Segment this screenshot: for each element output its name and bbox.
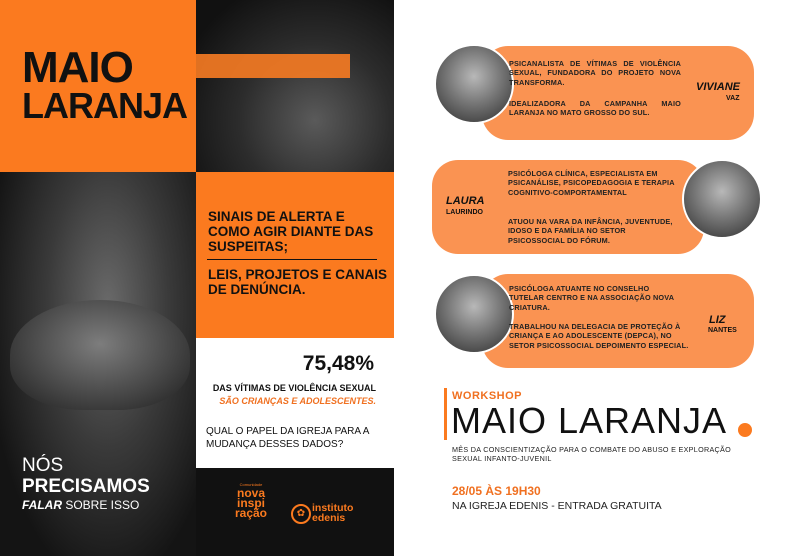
tagline-rest: SOBRE ISSO xyxy=(62,498,140,512)
nova-inspiracao-logo-caption: Comunidade xyxy=(239,482,263,487)
panel-divider xyxy=(207,259,377,260)
alert-signs-text: SINAIS DE ALERTA E COMO AGIR DIANTE DAS SUSPEITAS; xyxy=(208,209,374,254)
speaker-bio: PSICÓLOGA CLÍNICA, ESPECIALISTA EM PSICANÁLISE, PSICOPEDAGOGIA E TERAPIA COGNITIVO-COMPORTAMENTAL xyxy=(508,169,675,197)
workshop-description: MÊS DA CONSCIENTIZAÇÃO PARA O COMBATE DO ABUSO E EXPLORAÇÃO SEXUAL INFANTO-JUVENIL xyxy=(452,445,732,463)
speaker-avatar xyxy=(434,44,514,124)
title-line2: LARANJA xyxy=(22,85,188,126)
workshop-place: NA IGREJA EDENIS - ENTRADA GRATUITA xyxy=(452,500,662,512)
speaker-last-name: VAZ xyxy=(726,95,740,102)
girl-photo xyxy=(196,0,394,172)
workshop-accent-bar xyxy=(444,388,447,440)
title-line1: MAIO xyxy=(22,43,133,92)
statistic-line1: DAS VÍTIMAS DE VIOLÊNCIA SEXUAL xyxy=(212,383,376,393)
speaker-avatar xyxy=(434,274,514,354)
speaker-last-name: NANTES xyxy=(708,327,737,334)
leaf-icon: ✿ xyxy=(291,504,311,524)
laws-text: LEIS, PROJETOS E CANAIS DE DENÚNCIA. xyxy=(208,267,388,297)
statistic-line2: SÃO CRIANÇAS E ADOLESCENTES. xyxy=(219,396,376,406)
speaker-avatar xyxy=(682,159,762,239)
speaker-first-name: LIZ xyxy=(709,314,726,326)
speaker-first-name: VIVIANE xyxy=(696,81,741,93)
speaker-bio: TRABALHOU NA DELEGACIA DE PROTEÇÃO À CRIANÇA E AO ADOLESCENTE (DEPCA), NO SETOR PSICOSSOCIAL DEPOIMENTO ESPECIAL. xyxy=(509,322,689,350)
covering-hand xyxy=(10,300,190,410)
tagline-line1: NÓS xyxy=(22,455,64,476)
accent-dot xyxy=(738,423,752,437)
speaker-bio: ATUOU NA VARA DA INFÂNCIA, JUVENTUDE, IDOSO E DA FAMÍLIA NO SETOR PSICOSSOCIAL DO FÓRUM. xyxy=(508,217,673,245)
workshop-label: WORKSHOP xyxy=(452,390,522,402)
tagline-line3 xyxy=(22,498,139,512)
eye-censor-bar xyxy=(196,54,350,78)
tagline-emphasis: FALAR xyxy=(22,498,62,512)
speaker-last-name: LAURINDO xyxy=(446,209,483,216)
speaker-bio: PSICANALISTA DE VÍTIMAS DE VIOLÊNCIA SEXUAL, FUNDADORA DO PROJETO NOVA TRANSFORMA. xyxy=(509,59,681,87)
speaker-bio: IDEALIZADORA DA CAMPANHA MAIO LARANJA NO MATO GROSSO DO SUL. xyxy=(509,99,681,118)
church-question: QUAL O PAPEL DA IGREJA PARA A MUDANÇA DESSES DADOS? xyxy=(206,426,369,450)
workshop-title: MAIO LARANJA xyxy=(451,400,728,441)
instituto-edenis-logo: instituto edenis xyxy=(312,502,354,524)
nova-inspiracao-logo: nova inspi ração xyxy=(234,486,268,520)
speaker-first-name: LAURA xyxy=(446,195,485,207)
workshop-date: 28/05 ÀS 19H30 xyxy=(452,484,541,498)
topics-panel xyxy=(196,172,394,338)
statistic-value: 75,48% xyxy=(302,352,374,375)
speaker-bio: PSICÓLOGA ATUANTE NO CONSELHO TUTELAR CENTRO E NA ASSOCIAÇÃO NOVA CRIATURA. xyxy=(509,284,674,312)
tagline-line2: PRECISAMOS xyxy=(22,476,150,497)
